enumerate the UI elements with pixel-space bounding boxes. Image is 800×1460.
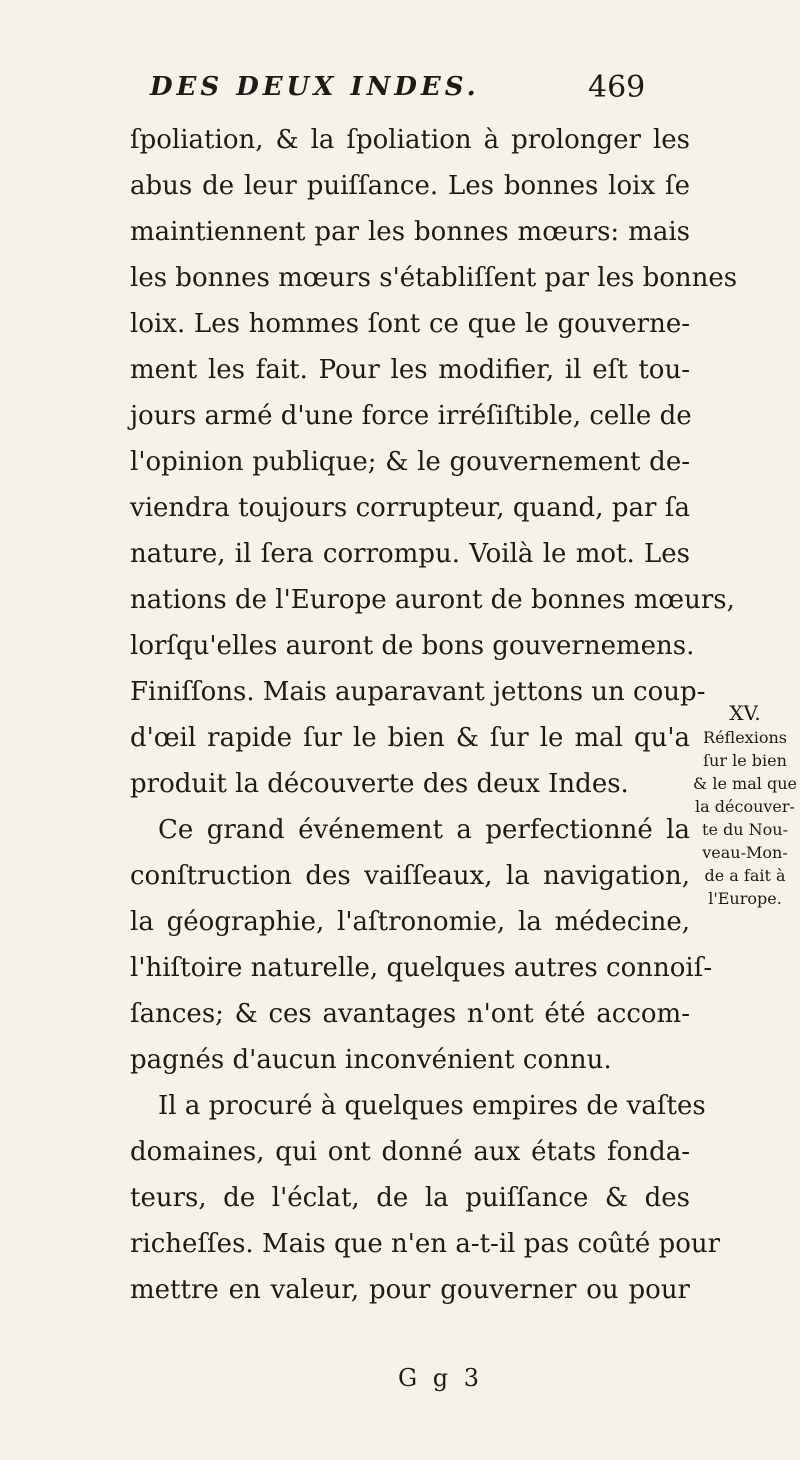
- text-line: ſpoliation, & la ſpoliation à prolonger les: [130, 125, 690, 155]
- text-line: produit la découverte des deux Indes.: [130, 769, 629, 799]
- text-line: maintiennent par les bonnes mœurs: mais: [130, 217, 690, 247]
- text-line: Ce grand événement a perfectionné la: [158, 815, 690, 845]
- text-line: Finiſſons. Mais auparavant jettons un coup-: [130, 677, 706, 707]
- text-line: ſances; & ces avantages n'ont été accom-: [130, 999, 690, 1029]
- margin-note-line: veau-Mon-: [702, 843, 788, 862]
- text-line: l'opinion publique; & le gouvernement de-: [130, 447, 690, 477]
- text-line: nations de l'Europe auront de bonnes mœurs,: [130, 585, 735, 615]
- margin-note-line: & le mal que: [693, 774, 797, 793]
- text-line: viendra toujours corrupteur, quand, par ſa: [130, 493, 690, 523]
- margin-note-line: la découver-: [695, 797, 795, 816]
- text-line: les bonnes mœurs s'établiſſent par les bonnes: [130, 263, 738, 293]
- text-line: jours armé d'une force irréſiſtible, celle de: [130, 401, 692, 431]
- text-line: l'hiſtoire naturelle, quelques autres connoiſ-: [130, 953, 713, 983]
- text-line: nature, il ſera corrompu. Voilà le mot. Les: [130, 539, 690, 569]
- text-line: loix. Les hommes ſont ce que le gouverne-: [130, 309, 690, 339]
- text-line: richeſſes. Mais que n'en a-t-il pas coûté pour: [130, 1229, 721, 1259]
- page-header: [150, 70, 670, 110]
- text-line: pagnés d'aucun inconvénient connu.: [130, 1045, 612, 1075]
- margin-note: [690, 700, 800, 910]
- text-line: mettre en valeur, pour gouverner ou pour: [130, 1275, 690, 1305]
- text-line: conſtruction des vaiſſeaux, la navigation,: [130, 861, 690, 891]
- text-line: teurs, de l'éclat, de la puiſſance & des: [130, 1183, 690, 1213]
- text-line: d'œil rapide ſur le bien & ſur le mal qu'a: [130, 723, 690, 753]
- text-line: Il a procuré à quelques empires de vaſtes: [158, 1091, 706, 1121]
- margin-note-line: l'Europe.: [708, 889, 782, 908]
- margin-note-line: de a fait à: [704, 866, 786, 885]
- text-line: lorſqu'elles auront de bons gouvernemens.: [130, 631, 695, 661]
- text-line: la géographie, l'aſtronomie, la médecine,: [130, 907, 690, 937]
- margin-note-line: Réflexions: [703, 728, 787, 747]
- margin-note-number: XV.: [729, 701, 761, 725]
- text-line: abus de leur puiſſance. Les bonnes loix ſe: [130, 171, 690, 201]
- running-title: DES DEUX INDES.: [150, 72, 480, 102]
- signature-mark: G g 3: [398, 1364, 484, 1392]
- text-line: ment les fait. Pour les modifier, il eſt tou-: [130, 355, 690, 385]
- margin-note-line: ſur le bien: [703, 751, 787, 770]
- text-line: domaines, qui ont donné aux états fonda-: [130, 1137, 690, 1167]
- body-text: [130, 117, 738, 1313]
- page-number: 469: [588, 70, 646, 105]
- margin-note-line: te du Nou-: [702, 820, 788, 839]
